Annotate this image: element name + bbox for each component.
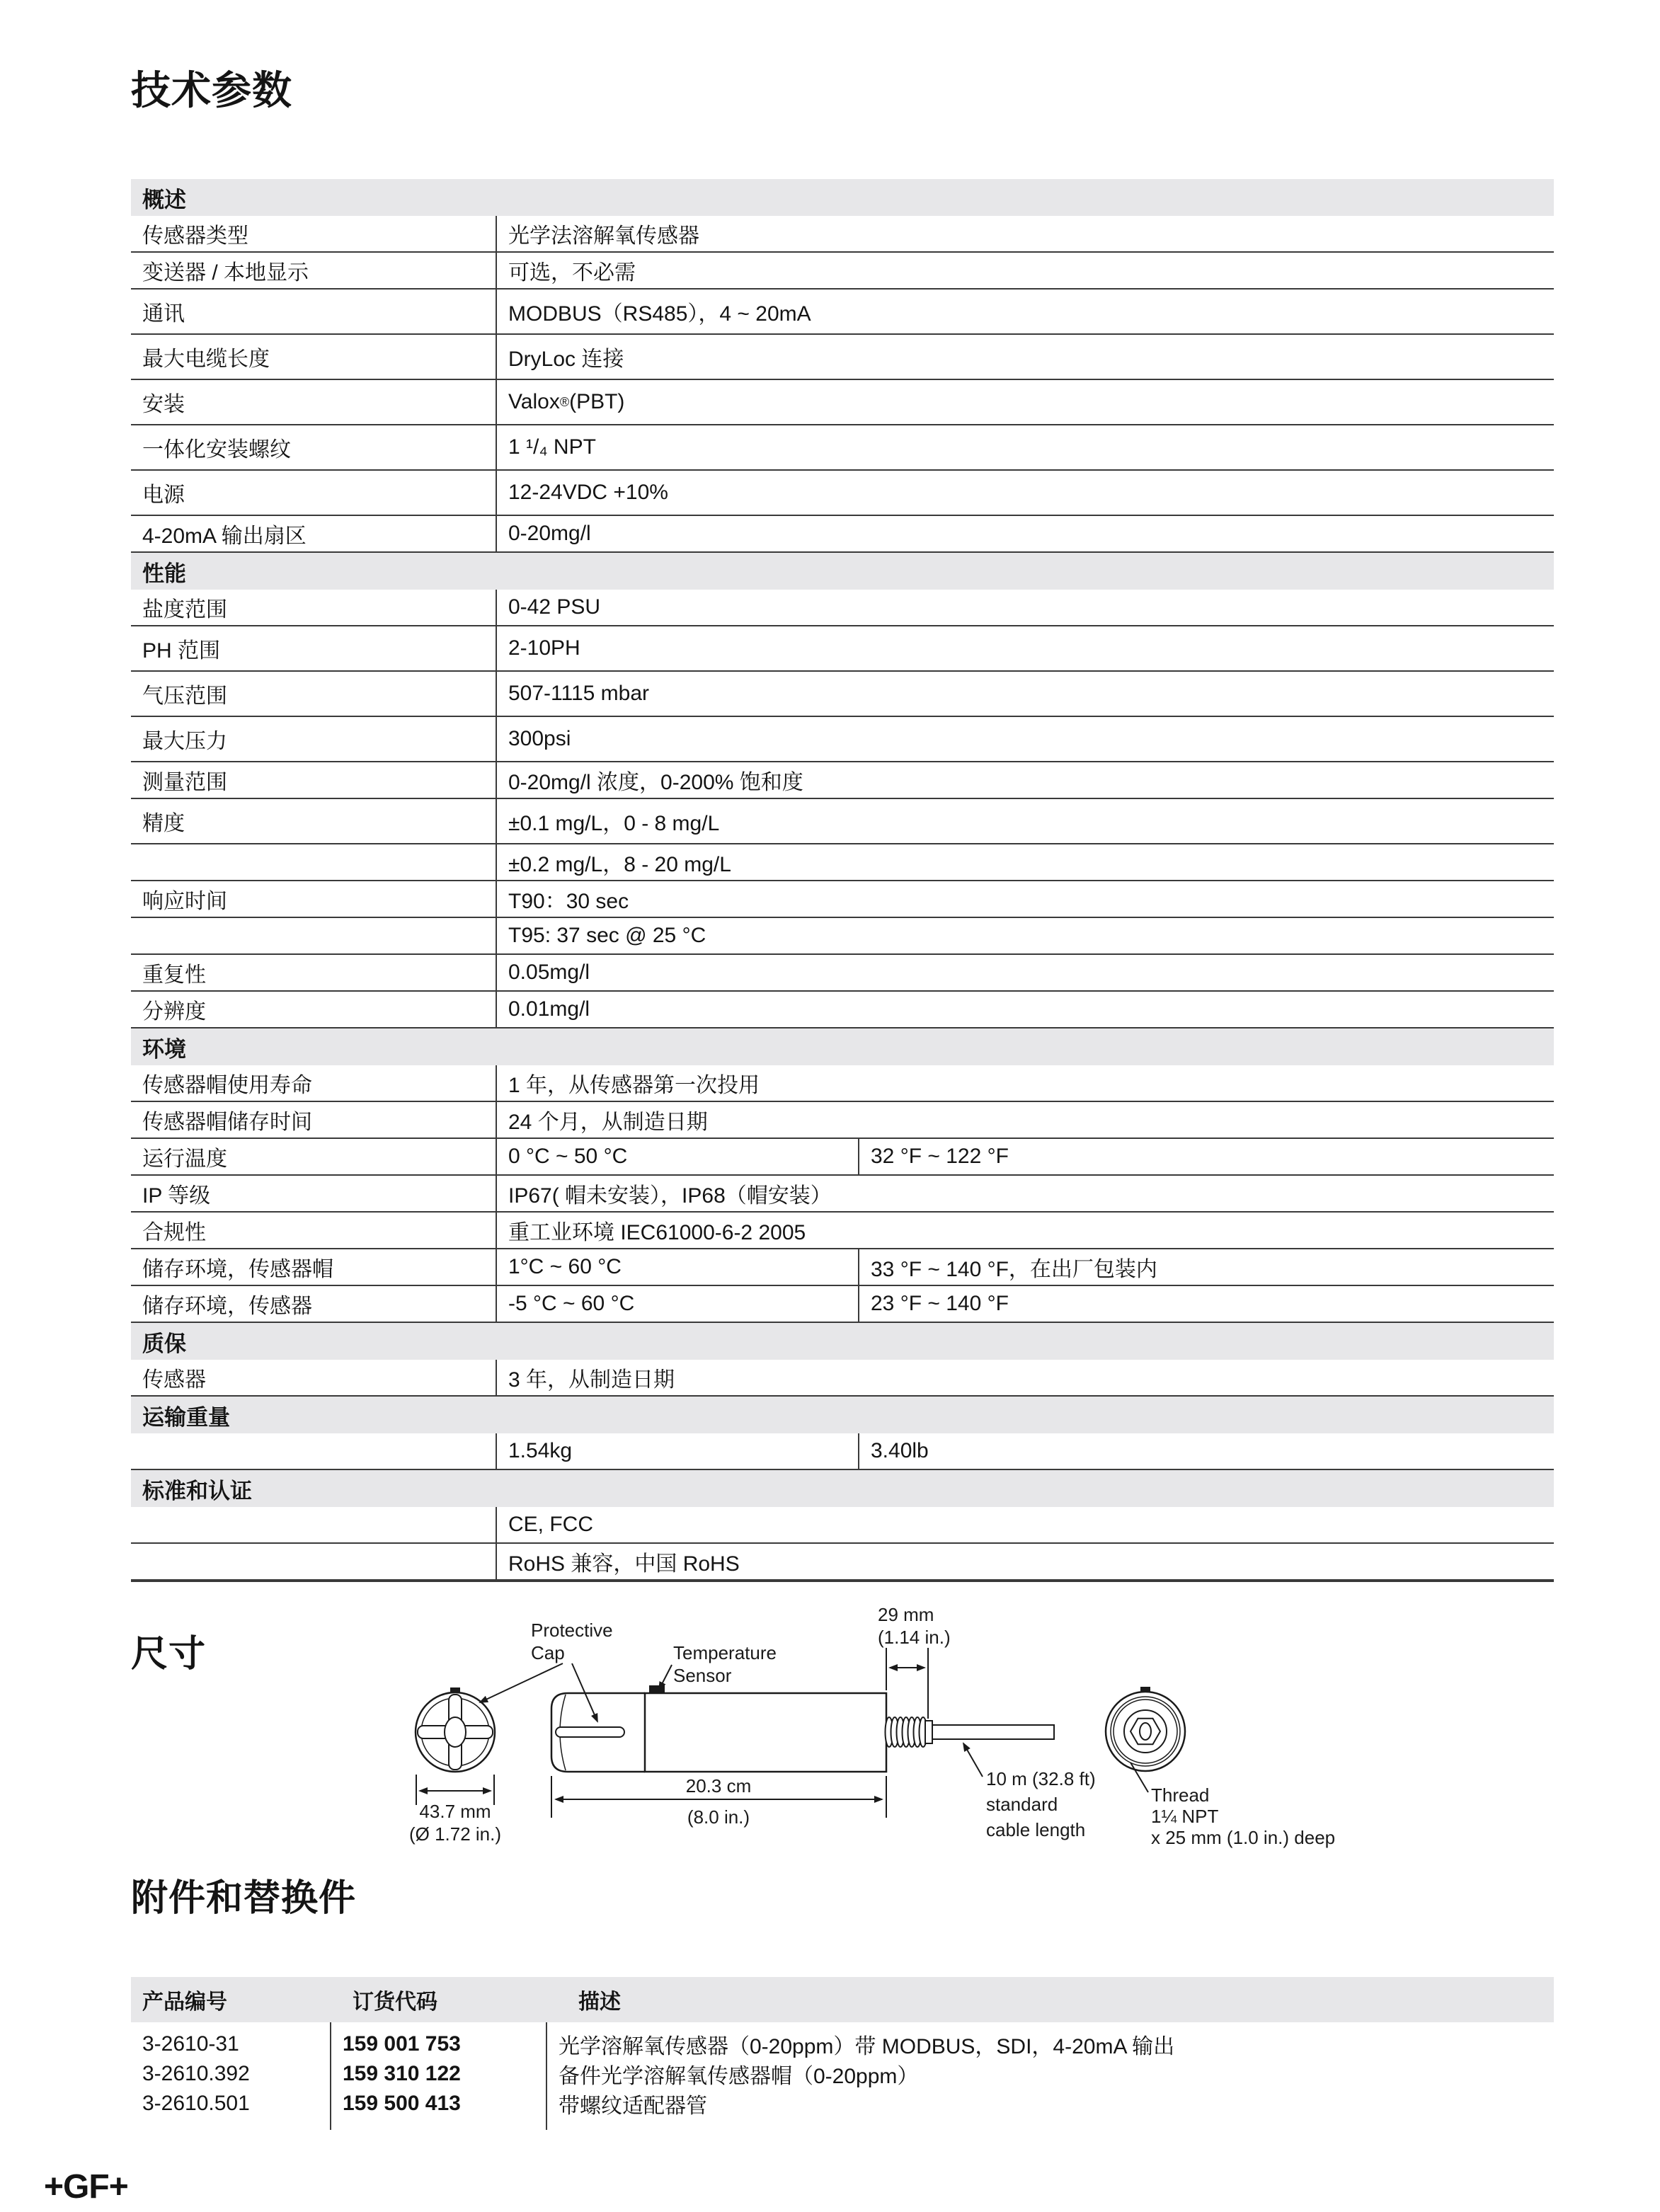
spec-section-header: 运输重量 [131,1397,1554,1433]
spec-label-cell [131,918,496,953]
spec-row [131,1360,1554,1397]
spec-row [131,253,1554,290]
body-length-label-line1: 20.3 cm [685,1775,752,1796]
spec-label-cell: 精度 [142,812,185,835]
spec-row [131,1176,1554,1213]
protective-cap-leader-arrow-1 [480,1663,563,1702]
spec-row [131,672,1554,717]
spec-section-header: 环境 [131,1028,1554,1065]
spec-row [131,799,1554,844]
spec-value-cell: 0-20mg/l 浓度，0-200% 饱和度 [496,762,1554,798]
cable-length-label-line3: cable length [986,1819,1086,1840]
spec-value-cell: DryLoc 连接 [496,335,1554,379]
accessories-table-header [131,1977,1554,2022]
spec-label-cell: 传感器帽储存时间 [142,1111,312,1134]
accessory-part-number: 3-2610.501 [142,2092,250,2115]
spec-row [131,717,1554,762]
spec-label-cell: 传感器帽使用寿命 [142,1074,312,1097]
spec-label-cell: 最大电缆长度 [142,348,270,371]
accessory-part-number: 3-2610-31 [142,2032,239,2056]
spec-label-cell: 盐度范围 [142,598,227,621]
spec-row [131,992,1554,1028]
temperature-sensor-label-line1: Temperature [673,1642,777,1663]
spec-value-cell: 1.54kg [496,1433,858,1469]
spec-row [131,590,1554,626]
spec-value-cell: 24 个月，从制造日期 [496,1102,1554,1137]
spec-label-cell: 最大压力 [142,730,227,753]
protective-cap-face-drawing [416,1687,495,1772]
accessories-title: 附件和替换件 [131,1878,357,1919]
thread-leader-line [1130,1763,1148,1792]
accessory-description: 带螺纹适配器管 [559,2094,707,2118]
spec-value2-cell: 3.40lb [858,1433,1554,1469]
spec-value-cell: T90：30 sec [496,881,1554,917]
spec-value2-cell: 23 °F ~ 140 °F [858,1286,1554,1322]
spec-value-cell: T95: 37 sec @ 25 °C [496,918,1554,953]
spec-label-cell [131,1433,496,1469]
spec-value-cell: IP67( 帽未安装），IP68（帽安装） [496,1176,1554,1211]
thread-label-line1: Thread [1151,1784,1210,1806]
accessories-description-column [546,2022,1554,2130]
spec-value-cell: RoHS 兼容，中国 RoHS [496,1544,1554,1579]
page-title: 技术参数 [131,68,292,113]
temperature-sensor-label-line2: Sensor [673,1665,732,1686]
spec-value-cell: 1°C ~ 60 °C [496,1249,858,1285]
accessory-order-code: 159 310 122 [343,2062,461,2085]
spec-label-cell: 4-20mA 输出扇区 [142,525,307,548]
spec-label-cell: 传感器类型 [142,224,248,248]
spec-label-cell: 储存环境，传感器帽 [142,1258,333,1281]
spec-row [131,955,1554,992]
spec-label-cell: 响应时间 [142,890,227,913]
spec-label-cell [131,1507,496,1542]
cable-gap-dimension [886,1648,928,1719]
gf-logo: +GF+ [44,2168,128,2206]
spec-value-cell: 1 ¹/₄ NPT [496,425,1554,469]
spec-label-cell [131,844,496,880]
protective-cap-side-drawing [551,1693,645,1772]
spec-value-cell: ±0.2 mg/L，8 - 20 mg/L [496,844,1554,880]
column-header-description: 描述 [578,1990,621,2014]
cap-diameter-label-line1: 43.7 mm [419,1801,491,1822]
spec-section-header: 概述 [131,179,1554,216]
protective-cap-label-line2: Cap [531,1642,565,1663]
spec-section-header: 质保 [131,1323,1554,1360]
spec-label-cell: 运行温度 [142,1147,227,1171]
spec-section-header: 标准和认证 [131,1470,1554,1507]
spec-value-cell: 重工业环境 IEC61000-6-2 2005 [496,1213,1554,1248]
cable-length-leader-arrow [963,1743,983,1777]
spec-row [131,844,1554,881]
spec-label-cell [131,1544,496,1579]
spec-label-cell: 测量范围 [142,771,227,794]
protective-cap-label-line1: Protective [531,1620,613,1641]
accessories-code-column [330,2022,546,2130]
column-header-part-number: 产品编号 [142,1990,227,2014]
spec-row [131,1433,1554,1470]
accessories-table [131,1977,1554,2130]
spec-value-cell: 507-1115 mbar [496,672,1554,716]
spec-value-cell: MODBUS（RS485），4 ~ 20mA [496,290,1554,333]
dimensions-title: 尺寸 [131,1634,207,1675]
spec-row [131,425,1554,471]
spec-label-cell: 电源 [142,483,185,507]
spec-label-cell: 一体化安装螺纹 [142,438,291,462]
spec-label-cell: 变送器 / 本地显示 [142,261,309,285]
spec-value-cell: -5 °C ~ 60 °C [496,1286,858,1322]
spec-row [131,1544,1554,1582]
spec-value-cell: 2-10PH [496,626,1554,670]
spec-value-cell: 0.05mg/l [496,955,1554,990]
accessory-order-code: 159 500 413 [343,2092,461,2115]
spec-value-cell: 300psi [496,717,1554,761]
spec-row [131,1249,1554,1286]
spec-row [131,216,1554,253]
spec-value-cell: CE, FCC [496,1507,1554,1542]
spec-value-cell: 1 年，从传感器第一次投用 [496,1065,1554,1101]
spec-label-cell: 储存环境，传感器 [142,1295,312,1318]
spec-value-cell: 0-42 PSU [496,590,1554,625]
spec-row [131,1102,1554,1139]
spec-row [131,471,1554,516]
sensor-body-drawing [645,1685,886,1772]
spec-row [131,290,1554,335]
accessory-description: 备件光学溶解氧传感器帽（0-20ppm） [559,2065,919,2088]
accessory-order-code: 159 001 753 [343,2032,461,2056]
thread-label-line2: 1¼ NPT [1151,1806,1219,1827]
spec-section-header: 性能 [131,553,1554,590]
spec-row [131,335,1554,380]
spec-row [131,1139,1554,1176]
spec-label-cell: 重复性 [142,963,206,987]
spec-value2-cell: 32 °F ~ 122 °F [858,1139,1554,1174]
spec-value2-cell: 33 °F ~ 140 °F，在出厂包装内 [858,1249,1554,1285]
body-length-label-line2: (8.0 in.) [687,1806,750,1828]
spec-label-cell: 通讯 [142,302,185,326]
spec-row [131,1507,1554,1544]
spec-row [131,626,1554,672]
spec-label-cell: 分辨度 [142,1000,206,1024]
accessories-part-column [131,2022,330,2130]
spec-value-cell: 可选，不必需 [496,253,1554,288]
spec-value-cell: ±0.1 mg/L，0 - 8 mg/L [496,799,1554,843]
spec-row [131,1065,1554,1102]
spec-label-cell: PH 范围 [142,639,221,663]
temperature-sensor-bump [649,1685,665,1693]
cable-gap-label-line2: (1.14 in.) [878,1627,951,1648]
spec-table [131,179,1554,1582]
spec-value-cell: 0.01mg/l [496,992,1554,1027]
cable-length-label-line1: 10 m (32.8 ft) [986,1768,1096,1789]
temperature-sensor-leader-arrow [659,1665,672,1690]
accessories-table-body [131,2022,1554,2130]
spec-row [131,918,1554,955]
spec-label-cell: 气压范围 [142,684,227,708]
spec-label-cell: IP 等级 [142,1184,211,1208]
spec-row [131,516,1554,553]
spec-row [131,881,1554,918]
spec-label-cell: 安装 [142,393,185,416]
sensor-dimension-diagram [354,1600,1593,1862]
spec-row [131,762,1554,799]
spec-value-cell: 0-20mg/l [496,516,1554,551]
spec-row [131,1286,1554,1323]
accessory-description: 光学溶解氧传感器（0-20ppm）带 MODBUS，SDI，4-20mA 输出 [559,2035,1175,2058]
spec-value-cell: 3 年，从制造日期 [496,1360,1554,1395]
spec-value-cell: 12-24VDC +10% [496,471,1554,515]
spec-label-cell: 合规性 [142,1221,206,1244]
spec-value-cell: 光学法溶解氧传感器 [496,216,1554,251]
spec-label-cell: 传感器 [142,1368,206,1392]
cap-diameter-label-line2: (Ø 1.72 in.) [408,1823,502,1845]
thread-label-line3: x 25 mm (1.0 in.) deep [1151,1827,1336,1848]
accessory-part-number: 3-2610.392 [142,2062,250,2085]
spec-row [131,380,1554,425]
cable-gap-label-line1: 29 mm [878,1604,934,1625]
spec-value-cell: Valox ® (PBT) [496,380,1554,424]
spec-row [131,1213,1554,1249]
cable-length-label-line2: standard [986,1794,1058,1815]
column-header-order-code: 订货代码 [353,1990,437,2014]
cable-drawing [886,1717,1055,1747]
thread-rear-view-drawing [1106,1687,1185,1792]
spec-value-cell: 0 °C ~ 50 °C [496,1139,858,1174]
